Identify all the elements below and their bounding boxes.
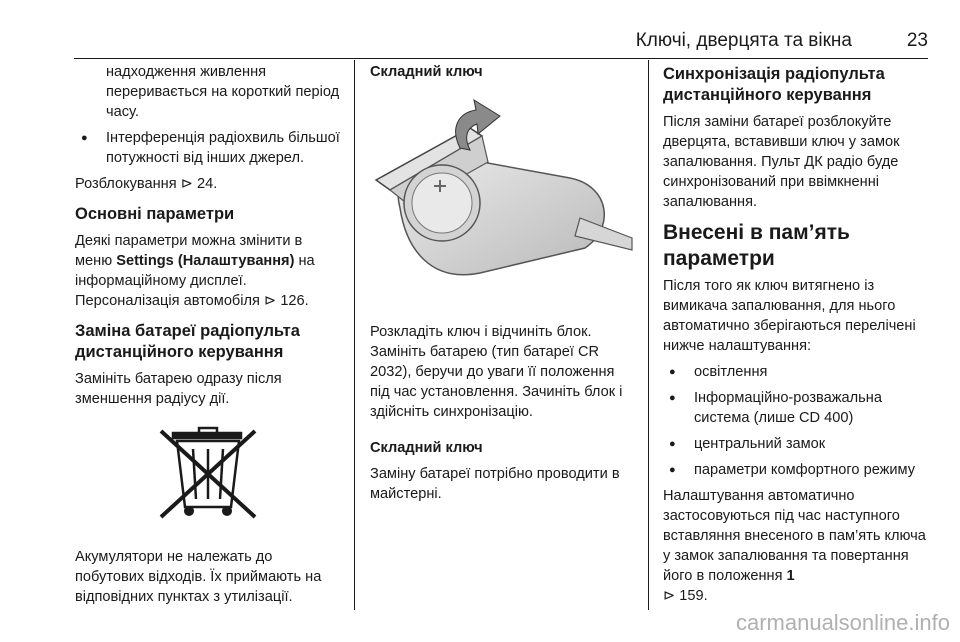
memory-text-1: Налаштування автоматично застосовуються під час наступного вставляння внесеного в пам’ять ключа у замок запалювання та повертання його в положення — [663, 488, 926, 584]
column-3 — [663, 62, 933, 612]
unlock-ref-text: Розблокування — [75, 176, 177, 192]
folding-key-text-2: Заміну батареї потрібно проводити в майстерні. — [370, 466, 620, 502]
ref-arrow-icon: ⊳ — [663, 588, 676, 604]
battery-text: Замініть батарею одразу після зменшення радіусу дії. — [75, 371, 282, 407]
sync-title: Синхронізація радіопульта дистанційного керування — [663, 65, 885, 104]
basic-text-2: на інформаційному дисплеї. — [75, 253, 315, 289]
disposal-text: Акумулятори не належать до побутових відходів. Їх приймають на відповідних пунктах з утилізації. — [75, 549, 322, 605]
memory-title: Внесені в пам’ять параметри — [663, 221, 850, 270]
ignition-position: 1 — [786, 568, 795, 584]
memory-item: ● Інформаційно-розважальна система (лише CD 400) — [663, 388, 933, 428]
folding-key-title: Складний ключ — [370, 64, 483, 80]
memory-item: ● центральний замок — [663, 434, 933, 454]
page-number: 23 — [906, 30, 928, 51]
continued-text: надходження живлення переривається на короткий період часу. — [106, 64, 340, 120]
folding-key-text: Розкладіть ключ і відчиніть блок. Замініть батарею (тип батареї CR 2032), беручи до уваги її положення під час установлення. Зачиніть блок і здійсніть синхронізацію. — [370, 324, 623, 420]
unlock-ref-page[interactable]: 24. — [197, 176, 218, 192]
memory-item: ● освітлення — [663, 362, 933, 382]
unlock-reference — [75, 174, 343, 194]
basic-text-1: Деякі параметри можна змінити в меню — [75, 233, 303, 269]
personal-text: Персоналізація автомобіля — [75, 293, 260, 309]
memory-item: ● параметри комфортного режиму — [663, 460, 933, 480]
column-1 — [75, 62, 343, 613]
settings-menu-label: Settings (Налаштування) — [116, 253, 295, 269]
memory-text — [663, 486, 933, 606]
ref-arrow-icon: ⊳ — [264, 293, 277, 309]
ref-arrow-icon: ⊳ — [180, 176, 193, 192]
folding-key-title-2: Складний ключ — [370, 440, 483, 456]
column-2 — [370, 62, 635, 510]
key-battery-illustration — [370, 88, 635, 298]
basic-settings-text — [75, 231, 343, 311]
watermark: carmanualsonline.info — [735, 610, 950, 635]
memory-ref-page[interactable]: 159. — [679, 588, 708, 604]
column-divider-2 — [648, 60, 649, 610]
column-divider-1 — [354, 60, 355, 610]
header-title: Ключі, дверцята та вікна — [635, 30, 852, 51]
header-rule — [74, 58, 928, 59]
section-title-basic: Основні параметри — [75, 205, 235, 223]
crossed-bin-icon — [75, 415, 343, 533]
sync-text: Після заміни батареї розблокуйте дверцята, вставивши ключ у замок запалювання. Пульт ДК радіо буде синхронізований при ввімкненні запалювання. — [663, 114, 900, 210]
personal-ref-page[interactable]: 126. — [280, 293, 309, 309]
bullet-interference: ● Інтерференція радіохвиль більшої потужності від інших джерел. — [75, 128, 343, 168]
memory-intro: Після того як ключ витягнено із вимикача запалювання, для нього автоматично зберігаються перелічені нижче налаштування: — [663, 278, 916, 354]
section-title-battery: Заміна батареї радіопульта дистанційного керування — [75, 322, 300, 361]
